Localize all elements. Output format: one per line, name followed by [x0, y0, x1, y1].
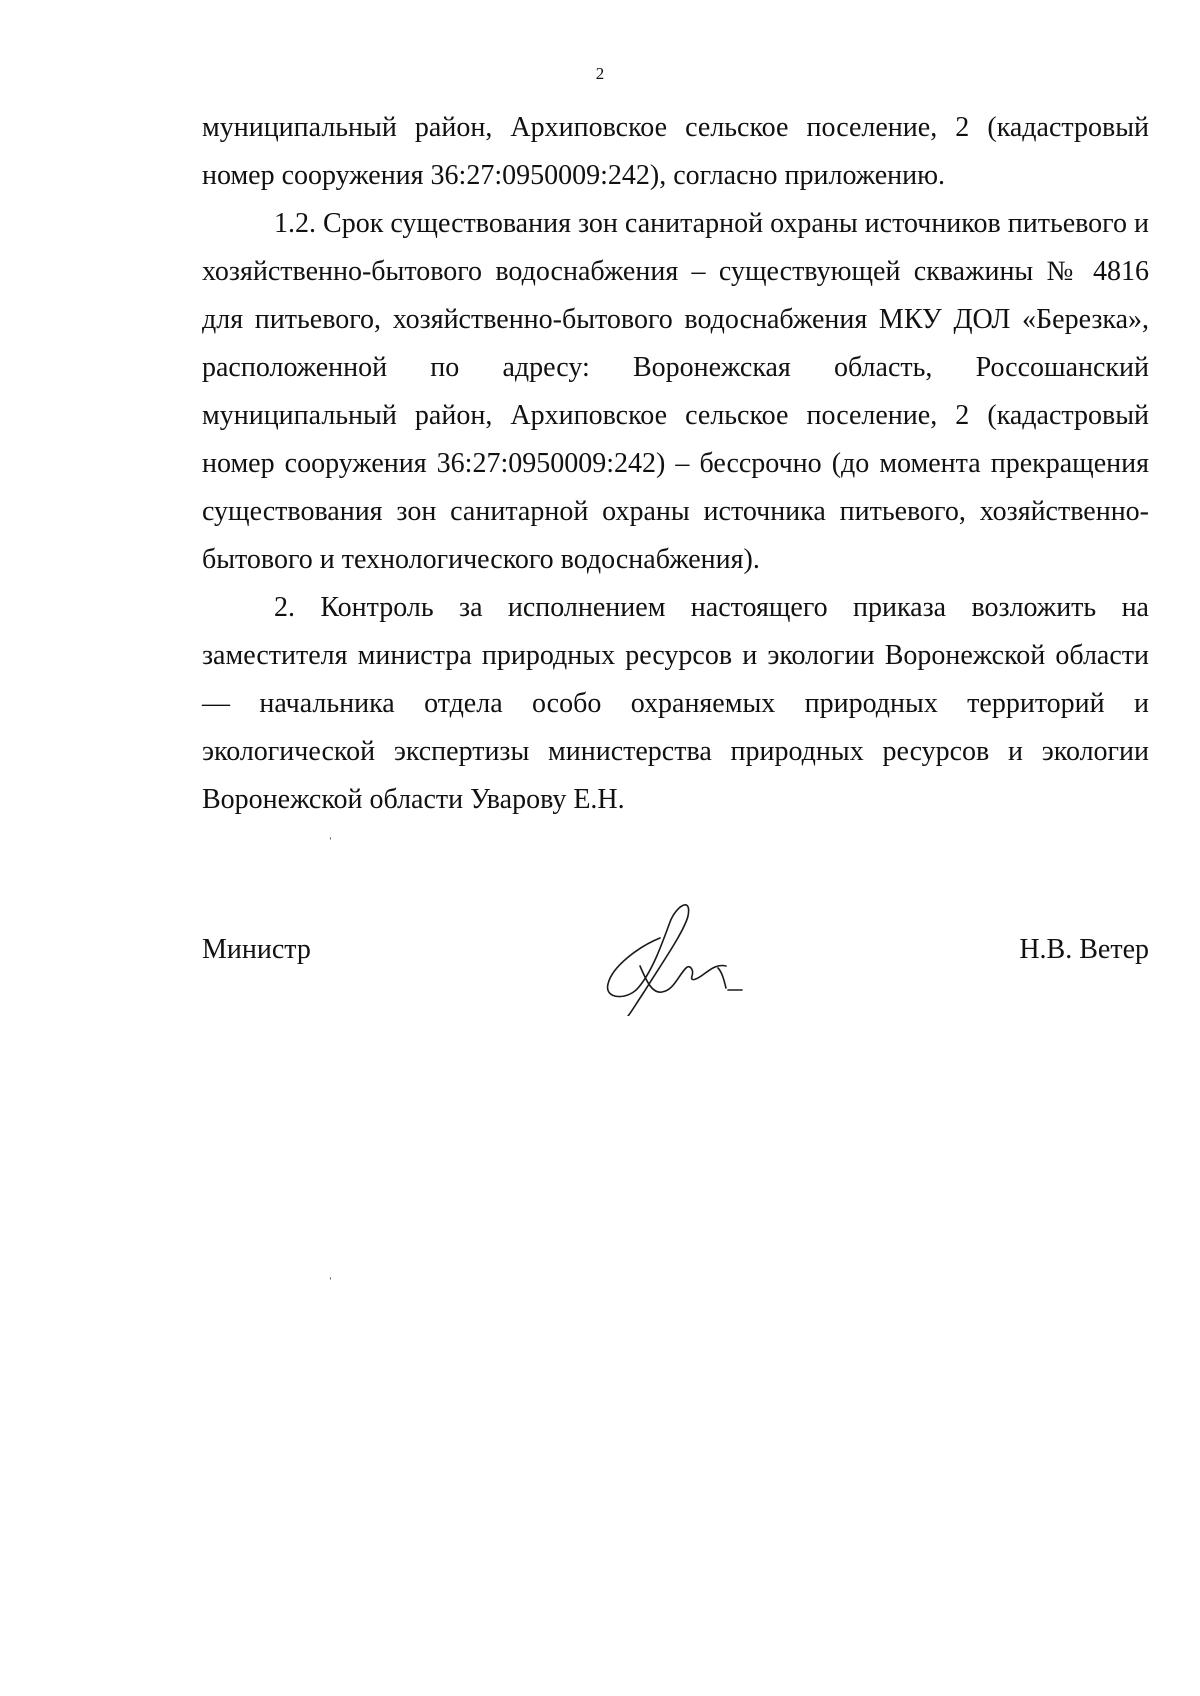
signature-block: [202, 928, 1149, 1008]
scan-mark: ˈ: [328, 1276, 333, 1291]
paragraph-zone-duration: 1.2. Срок существования зон санитарной охраны источников питьевого и хозяйственно-бытового водоснабжения – существующей скважины № 4816 для питьевого, хозяйственно-бытового водоснабжения МКУ ДОЛ «Березка», расположенной по адресу: Воронежская область, Россошанский муниципальный район, Архиповское сельское поселение, 2 (кадастровый номер сооружения 36:27:0950009:242) – бессрочно (до момента прекращения существования зон санитарной охраны источника питьевого, хозяйственно-бытового и технологического водоснабжения).: [202, 208, 1149, 575]
paragraph-address-continuation: муниципальный район, Архиповское сельское поселение, 2 (кадастровый номер сооружения 36:27:0950009:242), согласно приложению.: [202, 112, 1149, 191]
document-body: [202, 104, 1149, 824]
page-number: 2: [595, 64, 605, 83]
signatory-name: Н.В. Ветер: [1019, 934, 1149, 965]
scan-mark: ˈ: [328, 836, 333, 851]
paragraph-control: 2. Контроль за исполнением настоящего приказа возложить на заместителя министра природных ресурсов и экологии Воронежской области — начальника отдела особо охраняемых природных территорий и экологической экспертизы министерства природных ресурсов и экологии Воронежской области Уварову Е.Н.: [202, 592, 1149, 815]
handwritten-signature: [600, 896, 760, 1016]
signatory-title: Министр: [202, 934, 311, 965]
